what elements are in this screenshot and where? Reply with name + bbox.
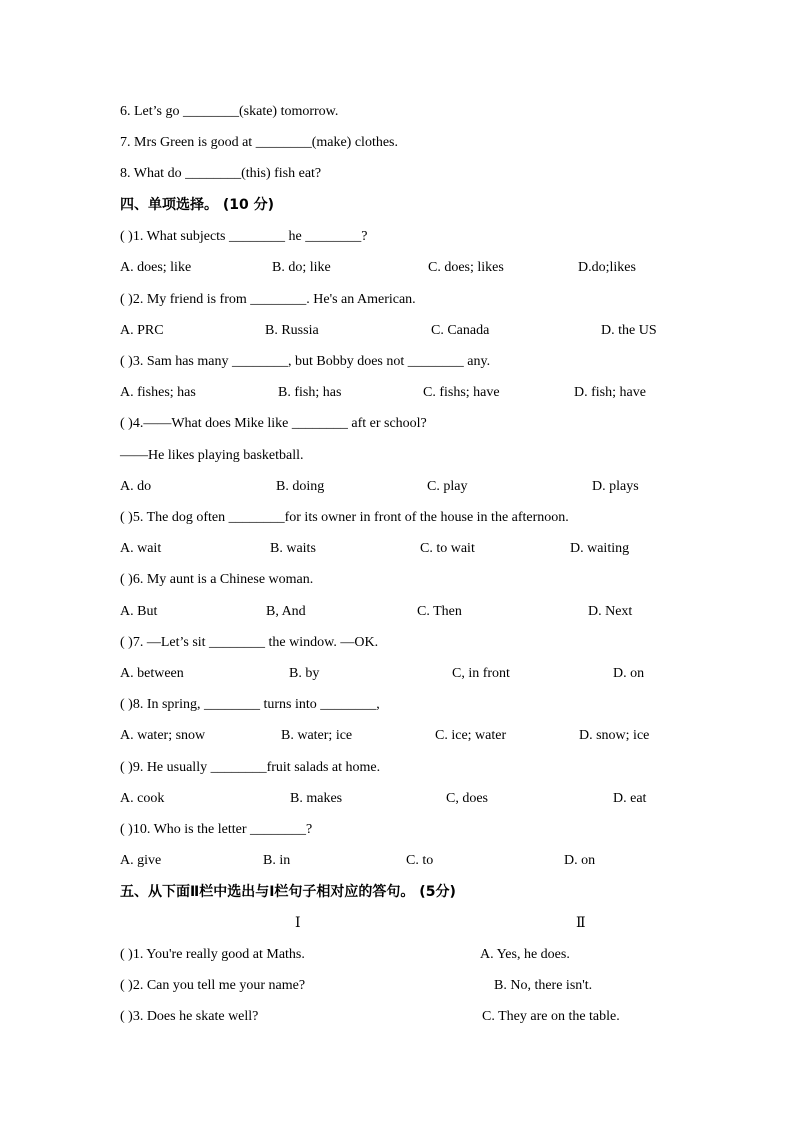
matching-left: ( )1. You're really good at Maths. xyxy=(120,947,305,962)
question-10-stem: ( )10. Who is the letter ________? xyxy=(120,822,313,837)
option-b: B. doing xyxy=(276,479,325,494)
question-3-options xyxy=(120,383,754,403)
matching-left: ( )3. Does he skate well? xyxy=(120,1009,259,1024)
question-2-options xyxy=(120,321,754,341)
matching-right: A. Yes, he does. xyxy=(480,947,570,962)
question-10-options xyxy=(120,851,754,871)
option-b: B. fish; has xyxy=(278,385,342,400)
question-5-options xyxy=(120,539,754,559)
option-c: C. to wait xyxy=(420,541,475,556)
matching-row-2 xyxy=(120,976,754,996)
question-4-stem: ( )4.——What does Mike like ________ aft er school? xyxy=(120,416,427,431)
matching-left: ( )2. Can you tell me your name? xyxy=(120,978,306,993)
matching-right: B. No, there isn't. xyxy=(494,978,593,993)
question-9-options xyxy=(120,789,754,809)
option-a: A. give xyxy=(120,853,162,868)
option-d: D. snow; ice xyxy=(579,728,650,743)
option-b: B. water; ice xyxy=(281,728,353,743)
option-a: A. do xyxy=(120,479,152,494)
question-7-stem: ( )7. —Let’s sit ________ the window. —OK. xyxy=(120,635,379,650)
column-1-header: Ⅰ xyxy=(295,916,301,931)
option-a: A. wait xyxy=(120,541,162,556)
option-b: B. waits xyxy=(270,541,316,556)
option-b: B. by xyxy=(289,666,320,681)
option-a: A. does; like xyxy=(120,260,192,275)
question-7-options xyxy=(120,664,754,684)
option-a: A. water; snow xyxy=(120,728,206,743)
option-c: C. fishs; have xyxy=(423,385,500,400)
matching-row-3 xyxy=(120,1007,754,1027)
question-8-stem: ( )8. In spring, ________ turns into ________, xyxy=(120,697,380,712)
option-c: C. Canada xyxy=(431,323,490,338)
question-8-options xyxy=(120,726,754,746)
question-4-extra: ——He likes playing basketball. xyxy=(120,448,304,463)
option-b: B, And xyxy=(266,604,306,619)
matching-row-1 xyxy=(120,945,754,965)
option-d: D. plays xyxy=(592,479,639,494)
question-6-stem: ( )6. My aunt is a Chinese woman. xyxy=(120,572,314,587)
option-d: D. the US xyxy=(601,323,657,338)
option-c: C. to xyxy=(406,853,434,868)
column-2-header: Ⅱ xyxy=(576,916,586,931)
option-d: D. waiting xyxy=(570,541,630,556)
option-a: A. between xyxy=(120,666,184,681)
option-b: B. do; like xyxy=(272,260,331,275)
option-d: D. on xyxy=(613,666,645,681)
question-9-stem: ( )9. He usually ________fruit salads at home. xyxy=(120,760,381,775)
section5-title: 五、从下面Ⅱ栏中选出与Ⅰ栏句子相对应的答句。 (5分) xyxy=(120,884,456,900)
option-d: D. on xyxy=(564,853,596,868)
option-c: C. play xyxy=(427,479,468,494)
question-1-options xyxy=(120,258,754,278)
fill-item-7: 7. Mrs Green is good at ________(make) clothes. xyxy=(120,135,398,150)
option-d: D. Next xyxy=(588,604,633,619)
question-3-stem: ( )3. Sam has many ________, but Bobby does not ________ any. xyxy=(120,354,491,369)
question-5-stem: ( )5. The dog often ________for its owner in front of the house in the afternoon. xyxy=(120,510,569,525)
option-c: C, does xyxy=(446,791,488,806)
section4-title: 四、单项选择。 (10 分) xyxy=(120,197,275,213)
matching-right: C. They are on the table. xyxy=(482,1009,620,1024)
question-4-options xyxy=(120,477,754,497)
option-a: A. fishes; has xyxy=(120,385,196,400)
fill-item-6: 6. Let’s go ________(skate) tomorrow. xyxy=(120,104,339,119)
question-6-options xyxy=(120,602,754,622)
option-c: C. ice; water xyxy=(435,728,507,743)
option-a: A. But xyxy=(120,604,158,619)
option-b: B. makes xyxy=(290,791,343,806)
option-c: C. does; likes xyxy=(428,260,504,275)
question-1-stem: ( )1. What subjects ________ he ________? xyxy=(120,229,368,244)
option-c: C. Then xyxy=(417,604,462,619)
option-b: B. in xyxy=(263,853,291,868)
question-2-stem: ( )2. My friend is from ________. He's an American. xyxy=(120,292,416,307)
option-a: A. cook xyxy=(120,791,165,806)
option-d: D. fish; have xyxy=(574,385,646,400)
option-c: C, in front xyxy=(452,666,510,681)
option-a: A. PRC xyxy=(120,323,164,338)
option-d: D. eat xyxy=(613,791,647,806)
fill-item-8: 8. What do ________(this) fish eat? xyxy=(120,166,322,181)
option-d: D.do;likes xyxy=(578,260,636,275)
option-b: B. Russia xyxy=(265,323,319,338)
matching-column-headers xyxy=(120,914,754,934)
